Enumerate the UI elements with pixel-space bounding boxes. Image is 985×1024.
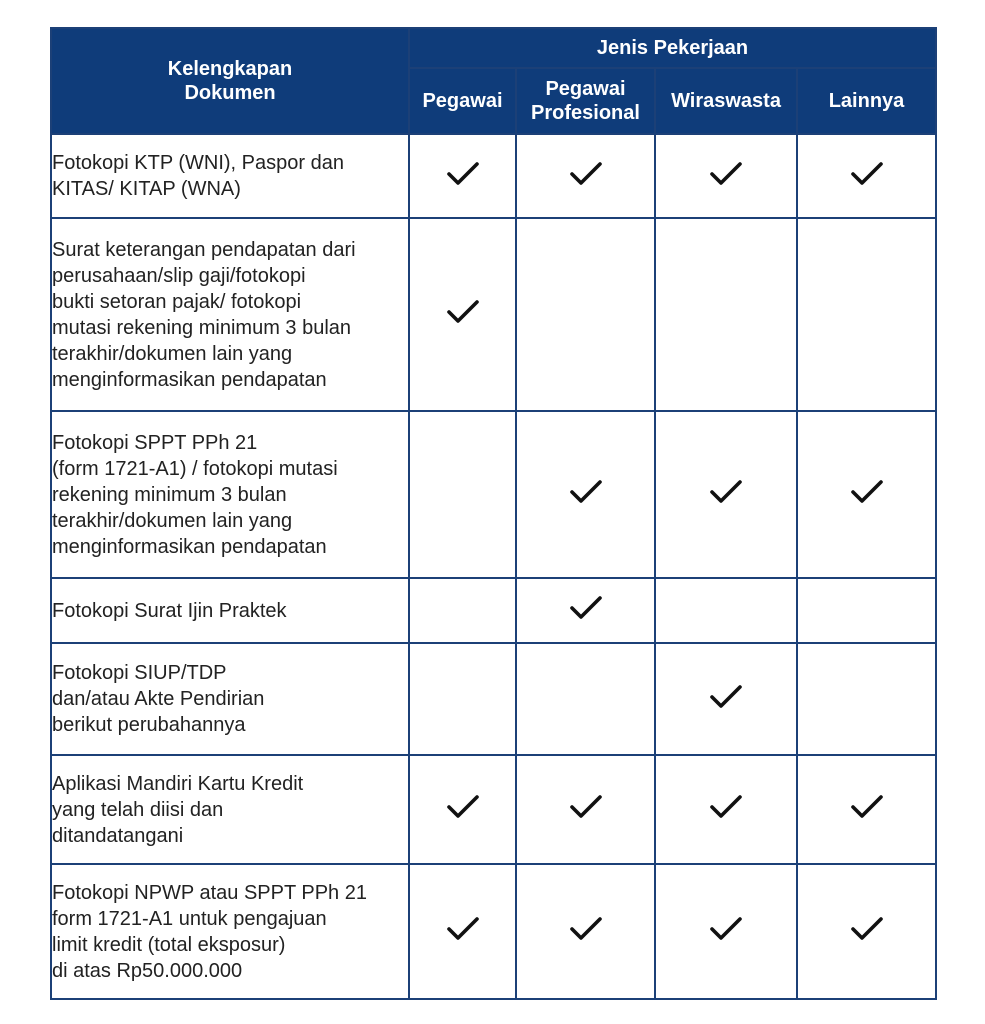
check-cell xyxy=(409,755,516,864)
checkmark-icon xyxy=(709,160,743,188)
checkmark-icon xyxy=(709,793,743,821)
column-label: Pegawai xyxy=(422,90,503,112)
check-cell xyxy=(655,578,797,643)
column-label: Pegawai Profesional xyxy=(531,78,640,124)
table-body xyxy=(51,134,936,999)
document-requirement-cell: Fotokopi KTP (WNI), Paspor dan KITAS/ KITAP (WNA) xyxy=(51,134,409,218)
document-requirement-cell: Fotokopi SIUP/TDP dan/atau Akte Pendirian berikut perubahannya xyxy=(51,643,409,755)
document-column-header xyxy=(51,28,409,134)
table-row xyxy=(51,218,936,411)
job-type-group-label: Jenis Pekerjaan xyxy=(596,37,749,59)
table-row xyxy=(51,134,936,218)
checkmark-icon xyxy=(569,915,603,943)
check-cell xyxy=(655,643,797,755)
checkmark-icon xyxy=(850,160,884,188)
checkmark-icon xyxy=(446,160,480,188)
check-cell xyxy=(409,134,516,218)
checkmark-icon xyxy=(709,478,743,506)
check-cell xyxy=(516,411,655,578)
check-cell xyxy=(655,411,797,578)
checkmark-icon xyxy=(709,915,743,943)
check-cell xyxy=(655,864,797,999)
check-cell xyxy=(409,578,516,643)
checkmark-icon xyxy=(569,478,603,506)
column-header-pegawai xyxy=(409,68,516,134)
document-requirement-cell: Surat keterangan pendapatan dari perusahaan/slip gaji/fotokopi bukti setoran pajak/ fotokopi mutasi rekening minimum 3 bulan terakhir/dokumen lain yang menginformasikan pendapatan xyxy=(51,218,409,411)
checkmark-icon xyxy=(446,298,480,326)
check-cell xyxy=(409,643,516,755)
check-cell xyxy=(797,411,936,578)
check-cell xyxy=(516,755,655,864)
check-cell xyxy=(797,578,936,643)
check-cell xyxy=(516,578,655,643)
checkmark-icon xyxy=(446,915,480,943)
check-cell xyxy=(409,864,516,999)
document-requirement-cell: Fotokopi Surat Ijin Praktek xyxy=(51,578,409,643)
document-requirement-cell: Aplikasi Mandiri Kartu Kredit yang telah diisi dan ditandatangani xyxy=(51,755,409,864)
checkmark-icon xyxy=(850,478,884,506)
document-column-header-label: Kelengkapan Dokumen xyxy=(167,58,293,104)
check-cell xyxy=(516,218,655,411)
checkmark-icon xyxy=(569,793,603,821)
check-cell xyxy=(516,134,655,218)
check-cell xyxy=(516,864,655,999)
check-cell xyxy=(797,864,936,999)
document-requirement-cell: Fotokopi SPPT PPh 21 (form 1721-A1) / fotokopi mutasi rekening minimum 3 bulan terakhir/dokumen lain yang menginformasikan pendapatan xyxy=(51,411,409,578)
checkmark-icon xyxy=(569,594,603,622)
checkmark-icon xyxy=(569,160,603,188)
check-cell xyxy=(516,643,655,755)
checkmark-icon xyxy=(709,683,743,711)
column-header-lainnya xyxy=(797,68,936,134)
table-row xyxy=(51,643,936,755)
table-row xyxy=(51,578,936,643)
check-cell xyxy=(797,643,936,755)
job-type-group-header xyxy=(409,28,936,68)
check-cell xyxy=(409,411,516,578)
check-cell xyxy=(655,755,797,864)
column-label: Lainnya xyxy=(828,90,905,112)
column-header-pegawai-profesional xyxy=(516,68,655,134)
checkmark-icon xyxy=(850,915,884,943)
checkmark-icon xyxy=(850,793,884,821)
table-row xyxy=(51,864,936,999)
document-requirement-cell: Fotokopi NPWP atau SPPT PPh 21 form 1721-A1 untuk pengajuan limit kredit (total eksposur) di atas Rp50.000.000 xyxy=(51,864,409,999)
column-header-wiraswasta xyxy=(655,68,797,134)
table-row xyxy=(51,411,936,578)
column-label: Wiraswasta xyxy=(671,90,781,112)
check-cell xyxy=(797,134,936,218)
requirements-table xyxy=(50,27,937,1000)
check-cell xyxy=(655,134,797,218)
check-cell xyxy=(797,218,936,411)
check-cell xyxy=(655,218,797,411)
checkmark-icon xyxy=(446,793,480,821)
table-row xyxy=(51,755,936,864)
check-cell xyxy=(797,755,936,864)
check-cell xyxy=(409,218,516,411)
